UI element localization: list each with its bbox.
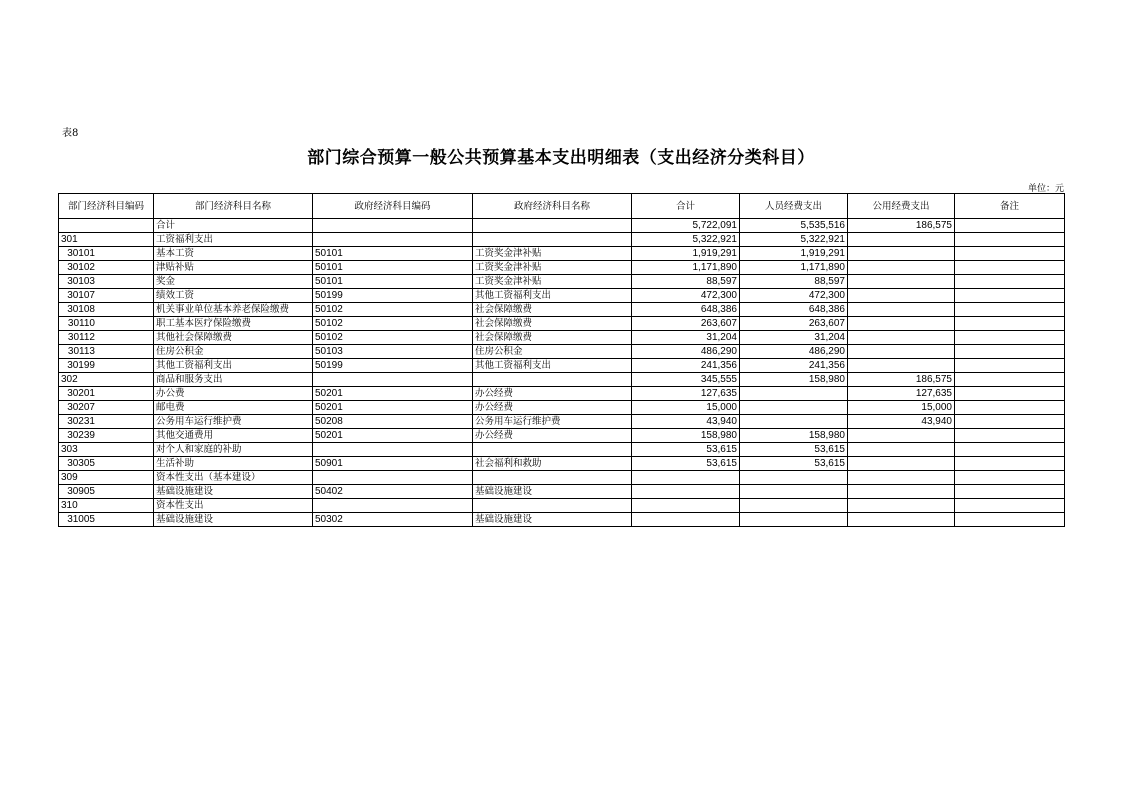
public-cell	[848, 485, 955, 499]
gov-name-cell	[473, 499, 632, 513]
dept-code-cell: 30201	[59, 387, 154, 401]
public-cell	[848, 345, 955, 359]
dept-code-cell: 31005	[59, 513, 154, 527]
table-row	[59, 513, 1065, 527]
dept-code-cell: 30207	[59, 401, 154, 415]
dept-name-cell: 津贴补贴	[154, 261, 313, 275]
personnel-cell: 241,356	[740, 359, 848, 373]
note-cell	[955, 261, 1065, 275]
total-cell: 263,607	[632, 317, 740, 331]
gov-code-cell: 50101	[313, 247, 473, 261]
public-cell	[848, 359, 955, 373]
total-cell: 472,300	[632, 289, 740, 303]
gov-code-cell: 50201	[313, 401, 473, 415]
public-cell	[848, 261, 955, 275]
note-cell	[955, 219, 1065, 233]
gov-code-cell: 50208	[313, 415, 473, 429]
dept-code-cell: 30108	[59, 303, 154, 317]
gov-code-cell: 50402	[313, 485, 473, 499]
note-cell	[955, 387, 1065, 401]
total-cell: 648,386	[632, 303, 740, 317]
gov-name-cell: 工资奖金津补贴	[473, 275, 632, 289]
gov-name-cell: 其他工资福利支出	[473, 289, 632, 303]
dept-code-cell: 301	[59, 233, 154, 247]
personnel-cell: 472,300	[740, 289, 848, 303]
dept-name-cell: 绩效工资	[154, 289, 313, 303]
total-cell: 53,615	[632, 457, 740, 471]
total-cell: 15,000	[632, 401, 740, 415]
note-cell	[955, 247, 1065, 261]
header-public: 公用经费支出	[848, 194, 955, 219]
dept-name-cell: 资本性支出	[154, 499, 313, 513]
personnel-cell: 158,980	[740, 373, 848, 387]
unit-label: 单位：元	[1027, 184, 1064, 194]
table-row	[59, 247, 1065, 261]
dept-code-cell: 30239	[59, 429, 154, 443]
public-cell	[848, 499, 955, 513]
gov-name-cell	[473, 219, 632, 233]
dept-name-cell: 机关事业单位基本养老保险缴费	[154, 303, 313, 317]
note-cell	[955, 331, 1065, 345]
public-cell	[848, 443, 955, 457]
table-row	[59, 373, 1065, 387]
dept-name-cell: 办公费	[154, 387, 313, 401]
personnel-cell: 263,607	[740, 317, 848, 331]
public-cell: 186,575	[848, 219, 955, 233]
personnel-cell	[740, 499, 848, 513]
dept-name-cell: 职工基本医疗保险缴费	[154, 317, 313, 331]
gov-name-cell: 办公经费	[473, 401, 632, 415]
header-personnel: 人员经费支出	[740, 194, 848, 219]
gov-code-cell: 50201	[313, 429, 473, 443]
public-cell	[848, 289, 955, 303]
gov-name-cell	[473, 471, 632, 485]
note-cell	[955, 233, 1065, 247]
gov-code-cell	[313, 471, 473, 485]
table-row	[59, 443, 1065, 457]
gov-code-cell: 50101	[313, 261, 473, 275]
dept-name-cell: 其他社会保障缴费	[154, 331, 313, 345]
header-gov-code: 政府经济科目编码	[313, 194, 473, 219]
dept-name-cell: 其他工资福利支出	[154, 359, 313, 373]
table-row	[59, 303, 1065, 317]
public-cell	[848, 303, 955, 317]
total-cell: 127,635	[632, 387, 740, 401]
gov-name-cell: 其他工资福利支出	[473, 359, 632, 373]
gov-code-cell: 50302	[313, 513, 473, 527]
gov-name-cell	[473, 233, 632, 247]
personnel-cell: 5,535,516	[740, 219, 848, 233]
table-header-row	[59, 194, 1065, 219]
note-cell	[955, 359, 1065, 373]
gov-code-cell: 50102	[313, 317, 473, 331]
dept-code-cell: 310	[59, 499, 154, 513]
dept-code-cell: 302	[59, 373, 154, 387]
total-cell: 5,722,091	[632, 219, 740, 233]
total-cell	[632, 499, 740, 513]
public-cell	[848, 275, 955, 289]
personnel-cell: 486,290	[740, 345, 848, 359]
total-cell: 53,615	[632, 443, 740, 457]
note-cell	[955, 401, 1065, 415]
note-cell	[955, 317, 1065, 331]
total-cell: 241,356	[632, 359, 740, 373]
dept-code-cell: 303	[59, 443, 154, 457]
header-dept-name: 部门经济科目名称	[154, 194, 313, 219]
total-cell: 43,940	[632, 415, 740, 429]
table-row	[59, 457, 1065, 471]
public-cell	[848, 457, 955, 471]
dept-name-cell: 住房公积金	[154, 345, 313, 359]
dept-name-cell: 邮电费	[154, 401, 313, 415]
table-row	[59, 415, 1065, 429]
table-row	[59, 275, 1065, 289]
dept-name-cell: 基础设施建设	[154, 513, 313, 527]
public-cell: 127,635	[848, 387, 955, 401]
note-cell	[955, 373, 1065, 387]
dept-name-cell: 资本性支出（基本建设）	[154, 471, 313, 485]
dept-code-cell: 30905	[59, 485, 154, 499]
dept-code-cell: 30112	[59, 331, 154, 345]
personnel-cell	[740, 471, 848, 485]
dept-code-cell: 309	[59, 471, 154, 485]
gov-name-cell: 社会保障缴费	[473, 303, 632, 317]
dept-name-cell: 基础设施建设	[154, 485, 313, 499]
dept-code-cell: 30231	[59, 415, 154, 429]
total-cell	[632, 471, 740, 485]
public-cell	[848, 247, 955, 261]
personnel-cell: 1,919,291	[740, 247, 848, 261]
dept-name-cell: 奖金	[154, 275, 313, 289]
dept-name-cell: 公务用车运行维护费	[154, 415, 313, 429]
public-cell	[848, 331, 955, 345]
note-cell	[955, 415, 1065, 429]
dept-code-cell	[59, 219, 154, 233]
note-cell	[955, 303, 1065, 317]
personnel-cell: 158,980	[740, 429, 848, 443]
public-cell	[848, 513, 955, 527]
gov-code-cell: 50101	[313, 275, 473, 289]
dept-name-cell: 合计	[154, 219, 313, 233]
personnel-cell	[740, 513, 848, 527]
total-cell	[632, 513, 740, 527]
dept-code-cell: 30101	[59, 247, 154, 261]
dept-name-cell: 商品和服务支出	[154, 373, 313, 387]
public-cell: 15,000	[848, 401, 955, 415]
gov-code-cell: 50102	[313, 331, 473, 345]
gov-name-cell	[473, 373, 632, 387]
personnel-cell: 88,597	[740, 275, 848, 289]
personnel-cell: 5,322,921	[740, 233, 848, 247]
gov-name-cell: 办公经费	[473, 429, 632, 443]
note-cell	[955, 513, 1065, 527]
table-row	[59, 317, 1065, 331]
note-cell	[955, 289, 1065, 303]
gov-code-cell: 50102	[313, 303, 473, 317]
total-cell	[632, 485, 740, 499]
dept-code-cell: 30110	[59, 317, 154, 331]
header-total: 合计	[632, 194, 740, 219]
dept-code-cell: 30305	[59, 457, 154, 471]
gov-code-cell	[313, 233, 473, 247]
table-row	[59, 331, 1065, 345]
table-number-label: 表8	[62, 128, 79, 139]
table-row	[59, 485, 1065, 499]
header-note: 备注	[955, 194, 1065, 219]
dept-name-cell: 基本工资	[154, 247, 313, 261]
note-cell	[955, 345, 1065, 359]
note-cell	[955, 485, 1065, 499]
gov-code-cell: 50103	[313, 345, 473, 359]
public-cell	[848, 471, 955, 485]
gov-name-cell: 基础设施建设	[473, 485, 632, 499]
table-row	[59, 401, 1065, 415]
personnel-cell	[740, 415, 848, 429]
dept-code-cell: 30113	[59, 345, 154, 359]
personnel-cell: 648,386	[740, 303, 848, 317]
header-gov-name: 政府经济科目名称	[473, 194, 632, 219]
personnel-cell: 1,171,890	[740, 261, 848, 275]
gov-name-cell	[473, 443, 632, 457]
table-row	[59, 471, 1065, 485]
table-row	[59, 359, 1065, 373]
table-row	[59, 429, 1065, 443]
total-cell: 88,597	[632, 275, 740, 289]
personnel-cell	[740, 401, 848, 415]
total-cell: 345,555	[632, 373, 740, 387]
gov-code-cell: 50199	[313, 289, 473, 303]
public-cell: 43,940	[848, 415, 955, 429]
gov-name-cell: 社会福利和救助	[473, 457, 632, 471]
gov-name-cell: 住房公积金	[473, 345, 632, 359]
gov-name-cell: 社会保障缴费	[473, 317, 632, 331]
gov-name-cell: 办公经费	[473, 387, 632, 401]
note-cell	[955, 429, 1065, 443]
dept-name-cell: 其他交通费用	[154, 429, 313, 443]
personnel-cell	[740, 387, 848, 401]
total-cell: 5,322,921	[632, 233, 740, 247]
gov-name-cell: 工资奖金津补贴	[473, 247, 632, 261]
gov-code-cell	[313, 443, 473, 457]
table-row	[59, 387, 1065, 401]
gov-code-cell	[313, 499, 473, 513]
gov-code-cell: 50901	[313, 457, 473, 471]
total-cell: 1,919,291	[632, 247, 740, 261]
public-cell: 186,575	[848, 373, 955, 387]
total-cell: 31,204	[632, 331, 740, 345]
total-cell: 1,171,890	[632, 261, 740, 275]
public-cell	[848, 317, 955, 331]
header-dept-code: 部门经济科目编码	[59, 194, 154, 219]
gov-name-cell: 公务用车运行维护费	[473, 415, 632, 429]
dept-name-cell: 工资福利支出	[154, 233, 313, 247]
table-row	[59, 345, 1065, 359]
table-row	[59, 233, 1065, 247]
total-cell: 158,980	[632, 429, 740, 443]
personnel-cell	[740, 485, 848, 499]
note-cell	[955, 471, 1065, 485]
table-row	[59, 499, 1065, 513]
dept-name-cell: 生活补助	[154, 457, 313, 471]
table-row	[59, 261, 1065, 275]
dept-code-cell: 30102	[59, 261, 154, 275]
personnel-cell: 31,204	[740, 331, 848, 345]
dept-code-cell: 30199	[59, 359, 154, 373]
gov-name-cell: 基础设施建设	[473, 513, 632, 527]
note-cell	[955, 443, 1065, 457]
gov-code-cell: 50201	[313, 387, 473, 401]
note-cell	[955, 457, 1065, 471]
budget-detail-table	[58, 193, 1065, 527]
total-cell: 486,290	[632, 345, 740, 359]
personnel-cell: 53,615	[740, 443, 848, 457]
personnel-cell: 53,615	[740, 457, 848, 471]
public-cell	[848, 233, 955, 247]
dept-code-cell: 30107	[59, 289, 154, 303]
gov-code-cell: 50199	[313, 359, 473, 373]
note-cell	[955, 499, 1065, 513]
table-row	[59, 219, 1065, 233]
page-title: 部门综合预算一般公共预算基本支出明细表（支出经济分类科目）	[307, 148, 815, 168]
gov-name-cell: 工资奖金津补贴	[473, 261, 632, 275]
gov-name-cell: 社会保障缴费	[473, 331, 632, 345]
gov-code-cell	[313, 219, 473, 233]
table-row	[59, 289, 1065, 303]
dept-code-cell: 30103	[59, 275, 154, 289]
dept-name-cell: 对个人和家庭的补助	[154, 443, 313, 457]
gov-code-cell	[313, 373, 473, 387]
note-cell	[955, 275, 1065, 289]
public-cell	[848, 429, 955, 443]
